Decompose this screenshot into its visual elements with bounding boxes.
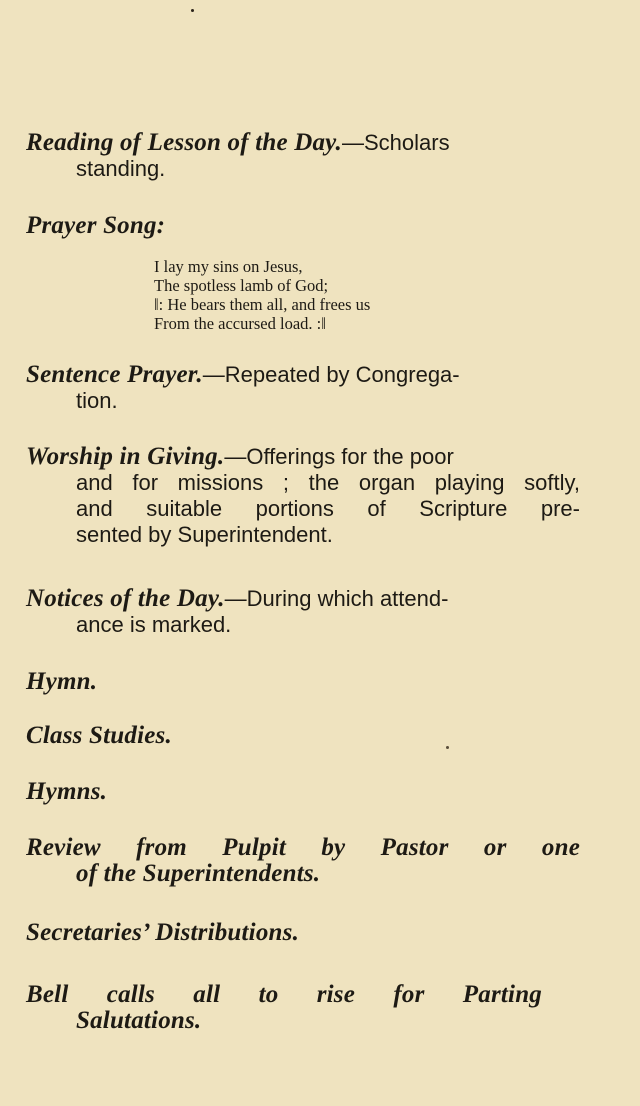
entry-heading: Bell calls all to rise for Parting <box>26 981 542 1008</box>
entry-continuation: and for missions ; the organ playing softly, <box>76 470 580 495</box>
entry-hymn <box>26 669 580 695</box>
entry-continuation: of the Superintendents. <box>76 860 321 887</box>
entry-continuation: standing. <box>76 156 166 181</box>
entry-secretaries-distributions <box>26 920 580 946</box>
entry-description: Scholars <box>363 130 450 155</box>
em-dash: — <box>224 444 247 469</box>
entry-prayer-song <box>26 213 580 239</box>
entry-heading: Sentence Prayer. <box>26 361 203 388</box>
entry-worship-in-giving <box>26 444 580 548</box>
entry-class-studies <box>26 723 580 749</box>
entry-continuation: Salutations. <box>76 1007 202 1034</box>
entry-bell-calls <box>26 982 542 1034</box>
em-dash: — <box>202 362 225 387</box>
entry-heading: Class Studies. <box>26 722 172 749</box>
entry-heading: Prayer Song: <box>26 212 166 239</box>
entry-heading: Hymns. <box>26 778 108 805</box>
entry-reading-of-lesson <box>26 130 580 182</box>
verse-line: ‖: He bears them all, and frees us <box>154 295 371 314</box>
entry-heading: Hymn. <box>26 668 98 695</box>
em-dash: — <box>224 586 247 611</box>
em-dash: — <box>341 130 364 155</box>
entry-notices-of-the-day <box>26 586 580 638</box>
ink-dot <box>191 9 194 12</box>
entry-sentence-prayer <box>26 362 580 414</box>
entry-continuation: and suitable portions of Scripture pre- <box>76 496 580 521</box>
entry-heading: Secretaries’ Distributions. <box>26 919 300 946</box>
verse-line: I lay my sins on Jesus, <box>154 257 303 276</box>
verse-line: From the accursed load. :‖ <box>154 314 326 333</box>
entry-continuation: tion. <box>76 388 118 413</box>
prayer-song-verse <box>154 257 370 333</box>
verse-line: The spotless lamb of God; <box>154 276 329 295</box>
entry-description: Offerings for the poor <box>246 444 454 469</box>
entry-description: During which attend- <box>246 586 449 611</box>
entry-continuation: ance is marked. <box>76 612 232 637</box>
entry-review-from-pulpit <box>26 835 580 887</box>
entry-continuation: sented by Superintendent. <box>76 522 333 547</box>
entry-heading: Review from Pulpit by Pastor or one <box>26 834 580 861</box>
entry-description: Repeated by Congrega- <box>224 362 460 387</box>
entry-heading: Worship in Giving. <box>26 443 225 470</box>
entry-hymns <box>26 779 580 805</box>
entry-heading: Notices of the Day. <box>26 585 225 612</box>
entry-heading: Reading of Lesson of the Day. <box>26 129 342 156</box>
